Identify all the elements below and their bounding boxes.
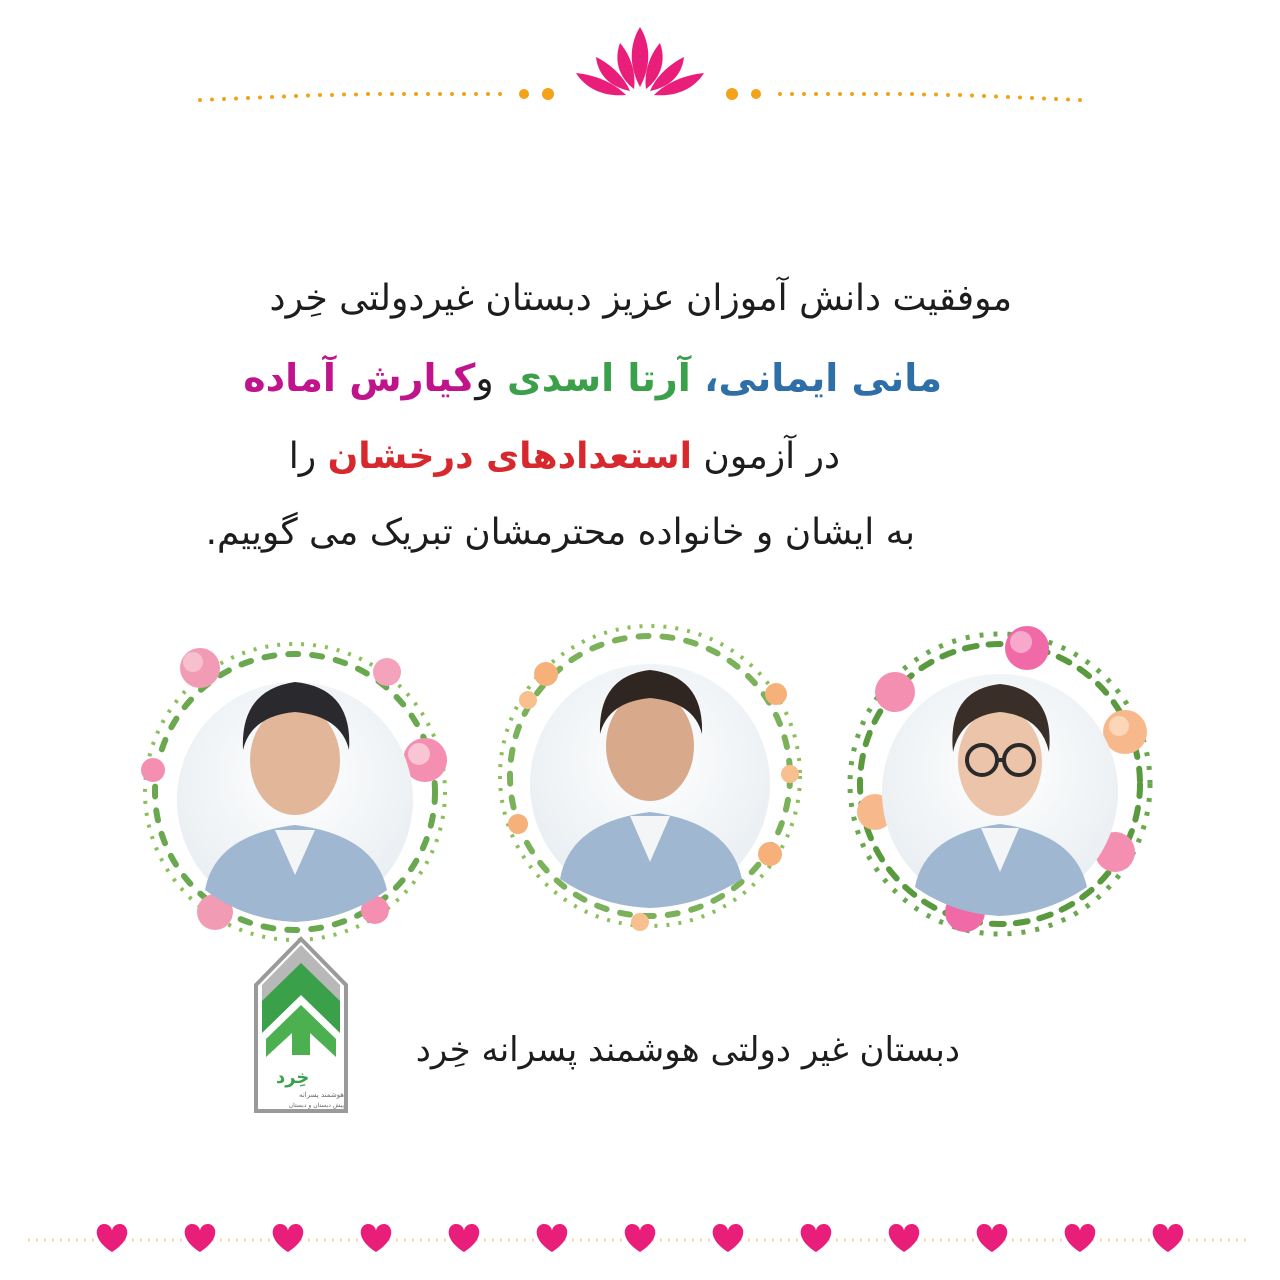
logo-subtitle-2: پیش دبستان و دبستان — [288, 1102, 344, 1109]
heart-icon — [977, 1224, 1008, 1252]
headline: موفقیت دانش آموزان عزیز دبستان غیردولتی خِرد — [269, 278, 1012, 319]
heart-icon — [449, 1224, 480, 1252]
congrats-line: به ایشان و خانواده محترمشان تبریک می گوییم. — [205, 512, 915, 553]
heart-icon — [273, 1224, 304, 1252]
heart-icon — [1065, 1224, 1096, 1252]
student-name-1: مانی ایمانی، — [704, 356, 942, 400]
top-ornament — [0, 0, 1280, 130]
school-name: دبستان غیر دولتی هوشمند پسرانه خِرد — [415, 1030, 960, 1070]
student-photo-frame-2 — [480, 604, 820, 944]
heart-icon — [801, 1224, 832, 1252]
conjunction: و — [475, 356, 494, 400]
dotted-line-left — [198, 88, 554, 102]
heart-icon — [361, 1224, 392, 1252]
exam-line — [140, 436, 1140, 477]
student-photo — [530, 664, 770, 908]
student-photo — [177, 682, 413, 922]
student-names — [140, 356, 1140, 400]
logo-subtitle-1: هوشمند پسرانه — [299, 1091, 344, 1099]
exam-suffix: را — [288, 436, 317, 477]
student-photo-frame-1 — [125, 620, 465, 960]
student-photo-frame-3 — [835, 612, 1175, 952]
school-logo — [252, 935, 350, 1115]
heart-icon — [185, 1224, 216, 1252]
student-name-2: آرتا اسدی — [506, 356, 691, 400]
heart-icon — [97, 1224, 128, 1252]
heart-icon — [537, 1224, 568, 1252]
bottom-ornament — [0, 1210, 1280, 1270]
student-name-3: کیارش آماده — [243, 356, 476, 400]
logo-brand: خِرد — [276, 1067, 310, 1088]
dotted-line-right — [726, 88, 1082, 102]
heart-icon — [889, 1224, 920, 1252]
heart-icon — [625, 1224, 656, 1252]
heart-icon — [713, 1224, 744, 1252]
student-photo — [882, 674, 1118, 916]
heart-icon — [1153, 1224, 1184, 1252]
exam-prefix: در آزمون — [703, 436, 840, 477]
exam-name: استعدادهای درخشان — [327, 436, 692, 477]
lotus-icon — [576, 27, 704, 95]
